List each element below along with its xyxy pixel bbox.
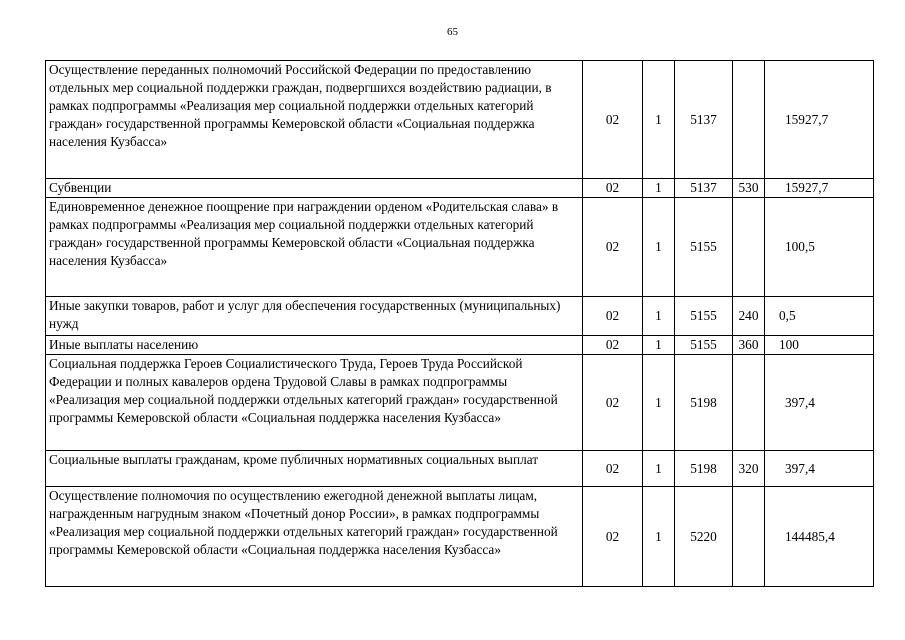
row-amount: 397,4 — [765, 451, 874, 487]
row-type: 240 — [733, 297, 765, 336]
row-section: 02 — [583, 451, 643, 487]
table-row — [46, 487, 874, 587]
row-target: 5137 — [675, 61, 733, 179]
row-target: 5198 — [675, 451, 733, 487]
row-description: Иные выплаты населению — [46, 336, 583, 355]
row-subsection: 1 — [643, 198, 675, 297]
row-section: 02 — [583, 179, 643, 198]
row-subsection: 1 — [643, 179, 675, 198]
row-target: 5220 — [675, 487, 733, 587]
row-amount: 0,5 — [765, 297, 874, 336]
row-type — [733, 61, 765, 179]
row-section: 02 — [583, 61, 643, 179]
row-type — [733, 355, 765, 451]
row-amount: 15927,7 — [765, 61, 874, 179]
row-section: 02 — [583, 336, 643, 355]
row-type: 360 — [733, 336, 765, 355]
row-subsection: 1 — [643, 61, 675, 179]
row-subsection: 1 — [643, 297, 675, 336]
table-row — [46, 297, 874, 336]
row-section: 02 — [583, 198, 643, 297]
row-subsection: 1 — [643, 355, 675, 451]
row-amount: 100,5 — [765, 198, 874, 297]
row-target: 5137 — [675, 179, 733, 198]
row-amount: 15927,7 — [765, 179, 874, 198]
row-description: Единовременное денежное поощрение при награждении орденом «Родительская слава» в рамках подпрограммы «Реализация мер социальной поддержки отдельных категорий граждан» государственной программы Кемеровской области «Социальная поддержка населения Кузбасса» — [46, 198, 583, 297]
row-type: 320 — [733, 451, 765, 487]
row-target: 5198 — [675, 355, 733, 451]
row-target: 5155 — [675, 297, 733, 336]
row-section: 02 — [583, 355, 643, 451]
row-type: 530 — [733, 179, 765, 198]
row-type — [733, 198, 765, 297]
table-row — [46, 61, 874, 179]
row-amount: 100 — [765, 336, 874, 355]
row-subsection: 1 — [643, 336, 675, 355]
row-description: Иные закупки товаров, работ и услуг для обеспечения государственных (муниципальных) нужд — [46, 297, 583, 336]
table-row — [46, 451, 874, 487]
row-description: Субвенции — [46, 179, 583, 198]
table-row — [46, 336, 874, 355]
row-description: Социальные выплаты гражданам, кроме публичных нормативных социальных выплат — [46, 451, 583, 487]
row-description: Осуществление полномочия по осуществлению ежегодной денежной выплаты лицам, награжденным нагрудным знаком «Почетный донор России», в рамках подпрограммы «Реализация мер социальной поддержки отдельных категорий граждан» государственной программы Кемеровской области «Социальная поддержка населения Кузбасса» — [46, 487, 583, 587]
row-target: 5155 — [675, 198, 733, 297]
row-type — [733, 487, 765, 587]
row-description: Осуществление переданных полномочий Российской Федерации по предоставлению отдельных мер социальной поддержки граждан, подвергшихся воздействию радиации, в рамках подпрограммы «Реализация мер социальной поддержки отдельных категорий граждан» государственной программы Кемеровской области «Социальная поддержка населения Кузбасса» — [46, 61, 583, 179]
table-row — [46, 355, 874, 451]
table-row — [46, 179, 874, 198]
page-number: 65 — [447, 26, 458, 38]
row-subsection: 1 — [643, 451, 675, 487]
row-section: 02 — [583, 487, 643, 587]
row-section: 02 — [583, 297, 643, 336]
budget-table — [45, 60, 874, 587]
row-amount: 144485,4 — [765, 487, 874, 587]
row-description: Социальная поддержка Героев Социалистического Труда, Героев Труда Российской Федерации и полных кавалеров ордена Трудовой Славы в рамках подпрограммы «Реализация мер социальной поддержки отдельных категорий граждан» государственной программы Кемеровской области «Социальная поддержка населения Кузбасса» — [46, 355, 583, 451]
row-subsection: 1 — [643, 487, 675, 587]
table-row — [46, 198, 874, 297]
row-amount: 397,4 — [765, 355, 874, 451]
row-target: 5155 — [675, 336, 733, 355]
